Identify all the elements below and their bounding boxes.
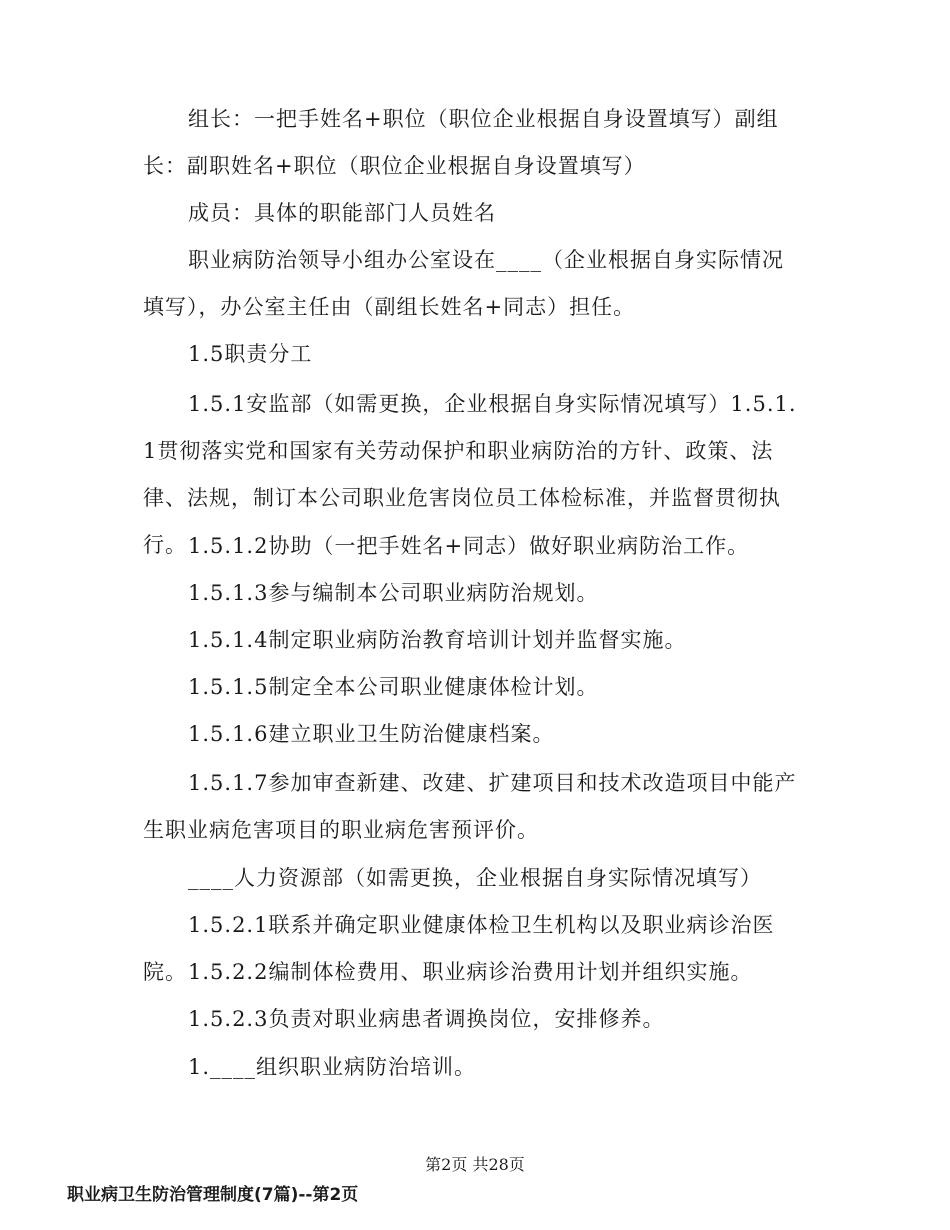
paragraph-safety-dept: 1.5.1安监部（如需更换，企业根据自身实际情况填写）1.5.1.1贯彻落实党和国家有关劳动保护和职业病防治的方针、政策、法律、法规，制订本公司职业危害岗位员工体检标准，并监督贯彻执行。: [143, 392, 797, 557]
paragraph-hr-dept: ____人力资源部（如需更换，企业根据自身实际情况填写）: [188, 866, 762, 890]
paragraph-1-5-1-6: 1.5.1.6建立职业卫生防治健康档案。: [188, 722, 555, 746]
paragraph-1-5-1-7: 1.5.1.7参加审查新建、改建、扩建项目和技术改造项目中能产生职业病危害项目的职业病危害预评价。: [143, 771, 797, 842]
document-footer-title: 职业病卫生防治管理制度(7篇)--第2页: [67, 1185, 359, 1205]
paragraph-1-5-2-3: 1.5.2.3负责对职业病患者调换岗位，安排修养。: [188, 1007, 665, 1031]
paragraph-1-5-1-3: 1.5.1.3参与编制本公司职业病防治规划。: [188, 581, 599, 605]
page-number: 第2页 共28页: [425, 1155, 525, 1174]
paragraph-1-5-1-5: 1.5.1.5制定全本公司职业健康体检计划。: [188, 675, 599, 699]
paragraph-office: 职业病防治领导小组办公室设在____（企业根据自身实际情况填写），办公室主任由（副组长姓名+同志）担任。: [143, 248, 784, 319]
paragraph-group-leader: 组长：一把手姓名+职位（职位企业根据自身设置填写）副组长：副职姓名+职位（职位企业根据自身设置填写）: [143, 107, 779, 178]
section-heading-duties: 1.5职责分工: [188, 342, 313, 366]
paragraph-1-5-2-1: 1.5.2.1联系并确定职业健康体检卫生机构以及职业病诊治医院。: [143, 913, 775, 984]
paragraph-1-5-1-4: 1.5.1.4制定职业病防治教育培训计划并监督实施。: [188, 628, 687, 652]
paragraph-1-5-2-2: 1.5.2.2编制体检费用、职业病诊治费用计划并组织实施。: [188, 960, 753, 984]
paragraph-members: 成员：具体的职能部门人员姓名: [188, 201, 496, 225]
paragraph-1-5-1-2: 1.5.1.2协助（一把手姓名+同志）做好职业病防治工作。: [188, 534, 750, 558]
paragraph-training: 1.____组织职业病防治培训。: [188, 1055, 477, 1079]
